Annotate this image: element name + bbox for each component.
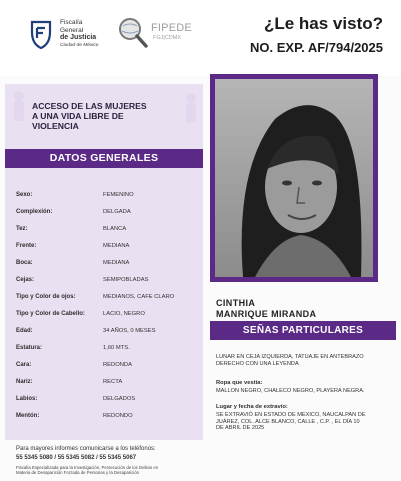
fgj-line-4: Ciudad de México — [60, 42, 99, 48]
program-title — [32, 101, 192, 131]
field-label-tez: Tez: — [16, 226, 28, 232]
program-line-2: A UNA VIDA LIBRE DE — [32, 111, 124, 121]
ropa-label: Ropa que vestía: — [216, 380, 263, 386]
ropa-value: MALLON NEGRO, CHALECO NEGRO, PLAYERA NEGRA. — [216, 388, 365, 394]
field-value-cara: REDONDA — [103, 362, 132, 368]
field-label-boca: Boca: — [16, 260, 33, 266]
field-label-ojos: Tipo y Color de ojos: — [16, 294, 76, 300]
senas-particulares-banner: SEÑAS PARTICULARES — [210, 321, 396, 340]
field-label-menton: Mentón: — [16, 413, 40, 419]
poster-question: ¿Le has visto? — [263, 14, 383, 33]
field-value-cejas: SEMIPOBLADAS — [103, 277, 149, 283]
fipede-subtitle: FGJ|CDMX — [153, 35, 182, 41]
lugar-line-3: DE ABRIL DE 2025 — [216, 425, 265, 432]
field-label-nariz: Nariz: — [16, 379, 33, 385]
field-label-cabello: Tipo y Color de Cabello: — [16, 311, 85, 317]
program-line-1: ACCESO DE LAS MUJERES — [32, 101, 147, 111]
program-line-3: VIOLENCIA — [32, 121, 79, 131]
person-photo — [215, 79, 373, 277]
person-portrait-icon — [215, 79, 373, 277]
footer-info: Para mayores informes comunicarse a los teléfonos: — [16, 446, 156, 452]
poster-header — [0, 0, 401, 76]
lugar-label: Lugar y fecha de extravío: — [216, 404, 288, 410]
fgj-line-1: Fiscalía — [60, 19, 83, 26]
fgj-logo-icon — [28, 18, 54, 50]
field-label-sexo: Sexo: — [16, 192, 33, 198]
magnifier-globe-icon — [117, 16, 149, 50]
person-last-name: MANRIQUE MIRANDA — [216, 309, 317, 319]
field-value-ojos: MEDIANOS, CAFE CLARO — [103, 294, 175, 300]
field-label-estatura: Estatura: — [16, 345, 43, 351]
field-label-complexion: Complexión: — [16, 209, 53, 215]
field-label-cara: Cara: — [16, 362, 32, 368]
fgj-line-3: de Justicia — [60, 34, 97, 41]
datos-generales-banner: DATOS GENERALES — [5, 149, 203, 168]
field-value-labios: DELGADOS — [103, 396, 136, 402]
lugar-value — [216, 412, 394, 432]
field-value-edad: 34 AÑOS, 0 MESES — [103, 328, 156, 334]
senas-desc-line-2: DERECHO CON UNA LEYENDA — [216, 360, 299, 367]
senas-desc-line-1: LUNAR EN CEJA IZQUIERDA, TATUAJE EN ANTEBRAZO — [216, 354, 364, 360]
footer-fine-line-2: Materia de Desaparición Forzada de Personas y la Desaparición — [16, 470, 140, 475]
footer-phones: 55 5345 5080 / 55 5345 5082 / 55 5345 5067 — [16, 455, 137, 461]
expediente-number: NO. EXP. AF/794/2025 — [250, 40, 383, 55]
fgj-line-2: General — [60, 26, 84, 34]
field-value-frente: MEDIANA — [103, 243, 130, 249]
field-value-boca: MEDIANA — [103, 260, 130, 266]
field-label-edad: Edad: — [16, 328, 33, 334]
field-value-complexion: DELGADA — [103, 209, 131, 215]
field-value-cabello: LACIO, NEGRO — [103, 311, 145, 317]
field-value-estatura: 1,60 MTS. — [103, 345, 130, 351]
field-value-sexo: FEMENINO — [103, 192, 134, 198]
person-first-name: CINTHIA — [216, 298, 256, 308]
field-value-tez: BLANCA — [103, 226, 127, 232]
field-label-frente: Frente: — [16, 243, 37, 249]
field-label-labios: Labios: — [16, 396, 38, 402]
senas-description — [216, 354, 394, 367]
field-value-menton: REDONDO — [103, 413, 133, 419]
field-label-cejas: Cejas: — [16, 277, 35, 283]
fgj-name — [60, 19, 98, 49]
field-value-nariz: RECTA — [103, 379, 123, 385]
lugar-line-1: SE EXTRAVIÓ EN ESTADO DE MEXICO, NAUCALPAN DE — [216, 412, 366, 418]
footer-fine-line-1: Fiscalía Especializada para la Investigación, Persecución de los Delitos en — [16, 465, 159, 470]
fipede-name: FIPEDE — [151, 22, 192, 34]
lugar-line-2: JUÁREZ, COL. ALCE BLANCO, CALLE , C.P. , EL DÍA 10 — [216, 418, 360, 425]
footer-fine-print — [16, 465, 201, 475]
